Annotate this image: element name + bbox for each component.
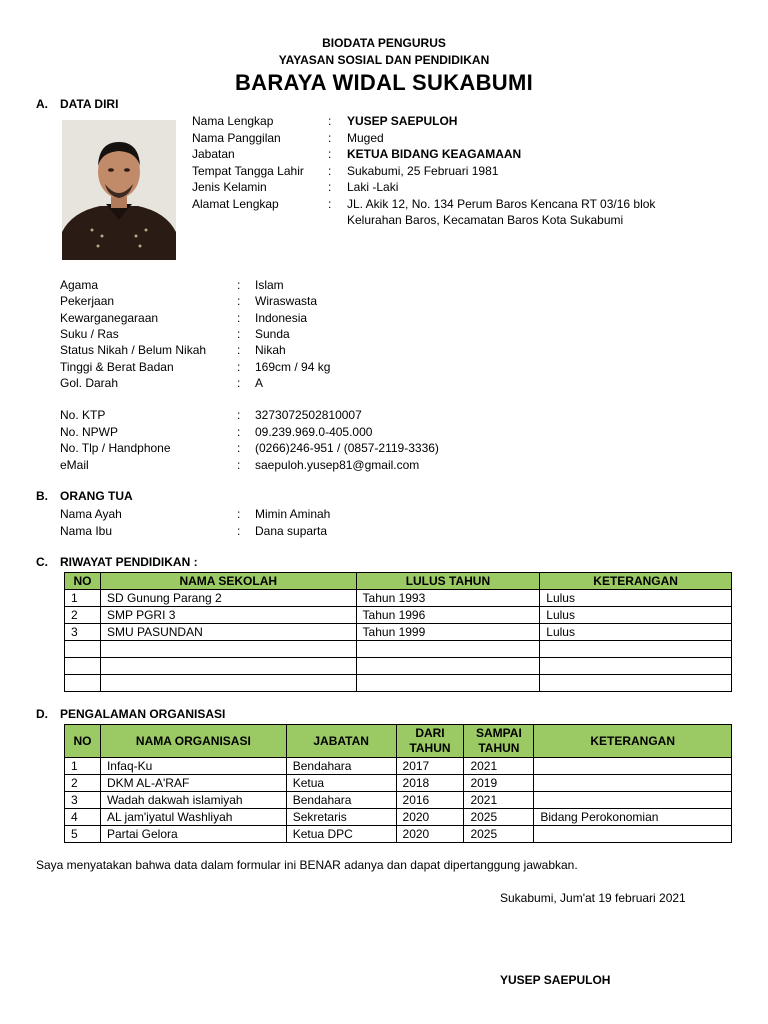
signature-name: YUSEP SAEPULOH	[500, 973, 611, 987]
table-cell: 2	[65, 775, 101, 792]
section-title: DATA DIRI	[60, 97, 119, 111]
table-row	[65, 607, 732, 624]
field-label: Gol. Darah	[60, 375, 119, 390]
field-separator: :	[328, 180, 332, 194]
table-cell: 2019	[464, 775, 534, 792]
table-row	[65, 675, 732, 692]
field-value: Laki -Laki	[347, 180, 399, 194]
section-a-heading	[36, 97, 118, 111]
field-separator: :	[237, 326, 241, 341]
field-value: 3273072502810007	[255, 408, 362, 422]
table-cell	[534, 758, 732, 775]
table-cell: Wadah dakwah islamiyah	[100, 792, 286, 809]
statement-text: Saya menyatakan bahwa data dalam formular ini BENAR adanya dan dapat dipertanggung jawabkan.	[36, 858, 578, 872]
table-cell: 2017	[396, 758, 464, 775]
table-header-row	[65, 573, 732, 590]
field-separator: :	[237, 359, 241, 374]
field-value: 09.239.969.0-405.000	[255, 424, 373, 439]
table-row	[65, 775, 732, 792]
table-cell	[100, 641, 356, 658]
field-separator: :	[328, 147, 332, 161]
field-separator: :	[237, 408, 241, 422]
table-cell: Lulus	[540, 590, 732, 607]
table-cell	[65, 641, 101, 658]
profile-photo	[62, 120, 176, 260]
table-cell: Bendahara	[286, 758, 396, 775]
table-cell	[540, 641, 732, 658]
table-cell: Infaq-Ku	[100, 758, 286, 775]
table-cell	[65, 675, 101, 692]
table-cell: 3	[65, 792, 101, 809]
table-row	[65, 758, 732, 775]
table-cell: Lulus	[540, 624, 732, 641]
table-cell: Lulus	[540, 607, 732, 624]
column-header: KETERANGAN	[534, 725, 732, 758]
column-header: NAMA SEKOLAH	[100, 573, 356, 590]
field-value: Mimin Aminah	[255, 507, 331, 521]
section-c-heading	[36, 555, 198, 569]
table-cell: 1	[65, 590, 101, 607]
table-cell	[534, 792, 732, 809]
table-cell: 2021	[464, 758, 534, 775]
table-cell: 1	[65, 758, 101, 775]
table-cell: 2016	[396, 792, 464, 809]
table-cell: Sekretaris	[286, 809, 396, 826]
field-value: Nikah	[255, 343, 286, 358]
field-value: Sukabumi, 25 Februari 1981	[347, 163, 499, 178]
field-value: 169cm / 94 kg	[255, 359, 331, 374]
field-separator: :	[237, 424, 241, 439]
education-table	[64, 572, 732, 692]
field-separator: :	[237, 507, 241, 521]
field-label: Pekerjaan	[60, 294, 115, 309]
section-number: A.	[36, 97, 48, 111]
field-value: saepuloh.yusep81@gmail.com	[255, 457, 420, 472]
field-label: Kewarganegaraan	[60, 310, 159, 325]
section-b-heading	[36, 489, 133, 503]
table-cell: Tahun 1996	[356, 607, 540, 624]
column-header: LULUS TAHUN	[356, 573, 540, 590]
organization-table	[64, 724, 732, 843]
field-label: No. Tlp / Handphone	[60, 441, 171, 455]
table-cell	[356, 675, 540, 692]
table-cell: 2	[65, 607, 101, 624]
table-cell: DKM AL-A'RAF	[100, 775, 286, 792]
field-value: YUSEP SAEPULOH	[347, 114, 458, 128]
column-header: NO	[65, 725, 101, 758]
field-value: Sunda	[255, 326, 290, 341]
doc-heading: BIODATA PENGURUS	[322, 36, 446, 50]
field-label: Status Nikah / Belum Nikah	[60, 343, 207, 358]
field-label: Jenis Kelamin	[192, 180, 267, 194]
table-cell: Partai Gelora	[100, 826, 286, 843]
table-cell	[540, 658, 732, 675]
field-label: Nama Ayah	[60, 507, 122, 521]
field-separator: :	[328, 130, 332, 145]
field-value: JL. Akik 12, No. 134 Perum Baros Kencana RT 03/16 blok	[347, 196, 656, 211]
table-cell: Bidang Perokonomian	[534, 809, 732, 826]
table-cell	[534, 826, 732, 843]
table-cell: 2020	[396, 809, 464, 826]
column-header: KETERANGAN	[540, 573, 732, 590]
table-header-row	[65, 725, 732, 758]
section-number: C.	[36, 555, 48, 569]
table-cell	[540, 675, 732, 692]
section-number: D.	[36, 707, 48, 721]
field-separator: :	[237, 294, 241, 309]
field-separator: :	[328, 196, 332, 211]
section-d-heading	[36, 707, 225, 721]
table-cell: 4	[65, 809, 101, 826]
table-cell: 2020	[396, 826, 464, 843]
field-separator: :	[237, 310, 241, 325]
field-separator: :	[237, 457, 241, 472]
field-separator: :	[237, 523, 241, 538]
field-separator: :	[237, 441, 241, 455]
field-value: Dana suparta	[255, 523, 328, 538]
field-value: Kelurahan Baros, Kecamatan Baros Kota Sukabumi	[347, 213, 624, 227]
section-title: PENGALAMAN ORGANISASI	[60, 707, 226, 721]
field-label: No. NPWP	[60, 424, 119, 439]
table-row	[65, 826, 732, 843]
place-date: Sukabumi, Jum'at 19 februari 2021	[500, 891, 686, 905]
table-cell	[356, 641, 540, 658]
table-cell	[100, 675, 356, 692]
doc-title: BARAYA WIDAL SUKABUMI	[234, 70, 534, 95]
field-label: Tempat Tangga Lahir	[192, 163, 304, 178]
table-cell: Ketua	[286, 775, 396, 792]
section-number: B.	[36, 489, 48, 503]
table-cell: 2021	[464, 792, 534, 809]
table-cell: Tahun 1999	[356, 624, 540, 641]
table-cell	[356, 658, 540, 675]
table-row	[65, 809, 732, 826]
column-header: JABATAN	[286, 725, 396, 758]
field-label: Nama Ibu	[60, 523, 113, 538]
field-value: A	[255, 375, 264, 390]
table-cell: Tahun 1993	[356, 590, 540, 607]
field-label: Jabatan	[192, 147, 235, 161]
table-row	[65, 624, 732, 641]
table-row	[65, 792, 732, 809]
table-cell: Bendahara	[286, 792, 396, 809]
table-cell: 2025	[464, 826, 534, 843]
section-title: RIWAYAT PENDIDIKAN :	[60, 555, 198, 569]
table-cell: SMP PGRI 3	[100, 607, 356, 624]
field-separator: :	[237, 343, 241, 358]
table-cell: 2025	[464, 809, 534, 826]
column-header: DARI TAHUN	[396, 725, 464, 758]
field-label: Nama Panggilan	[192, 130, 281, 145]
field-label: Suku / Ras	[60, 326, 119, 341]
table-cell	[534, 775, 732, 792]
field-separator: :	[328, 163, 332, 178]
table-row	[65, 658, 732, 675]
table-cell: SMU PASUNDAN	[100, 624, 356, 641]
table-cell: Ketua DPC	[286, 826, 396, 843]
table-row	[65, 590, 732, 607]
field-label: Alamat Lengkap	[192, 196, 279, 211]
field-value: Wiraswasta	[255, 294, 318, 309]
field-value: KETUA BIDANG KEAGAMAAN	[347, 147, 522, 161]
field-separator: :	[328, 114, 332, 128]
field-label: No. KTP	[60, 408, 106, 422]
column-header: NAMA ORGANISASI	[100, 725, 286, 758]
table-row	[65, 641, 732, 658]
table-cell: 3	[65, 624, 101, 641]
column-header: NO	[65, 573, 101, 590]
table-cell: 5	[65, 826, 101, 843]
field-label: eMail	[60, 457, 89, 472]
field-value: Islam	[255, 278, 284, 292]
field-separator: :	[237, 375, 241, 390]
table-cell: 2018	[396, 775, 464, 792]
section-title: ORANG TUA	[60, 489, 133, 503]
column-header: SAMPAI TAHUN	[464, 725, 534, 758]
table-cell: SD Gunung Parang 2	[100, 590, 356, 607]
table-cell: AL jam'iyatul Washliyah	[100, 809, 286, 826]
field-label: Tinggi & Berat Badan	[60, 359, 174, 374]
field-separator: :	[237, 278, 241, 292]
field-label: Nama Lengkap	[192, 114, 274, 128]
field-value: Indonesia	[255, 310, 308, 325]
field-label: Agama	[60, 278, 99, 292]
table-cell	[65, 658, 101, 675]
table-cell	[100, 658, 356, 675]
field-value: Muged	[347, 130, 384, 145]
field-value: (0266)246-951 / (0857-2119-3336)	[255, 441, 439, 455]
doc-subheading: YAYASAN SOSIAL DAN PENDIDIKAN	[278, 53, 490, 67]
